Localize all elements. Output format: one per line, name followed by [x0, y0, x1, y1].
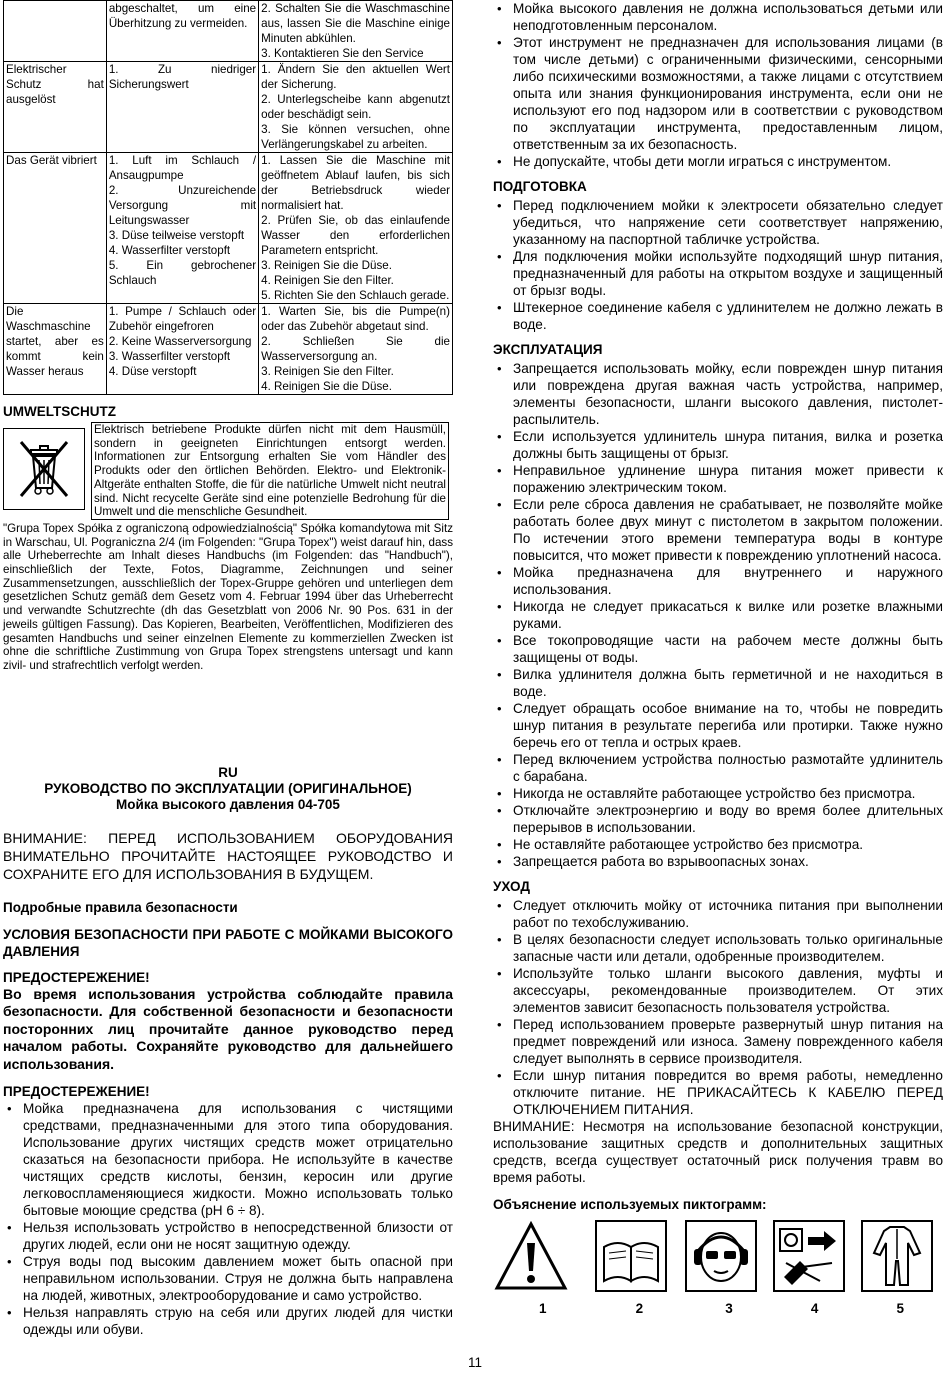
- pictogram-row: [493, 1217, 943, 1295]
- manual-title: РУКОВОДСТВО ПО ЭКСПЛУАТАЦИИ (ОРИГИНАЛЬНОЕ): [44, 780, 412, 796]
- list-item: • Никогда не следует прикасаться к вилке или розетке влажными руками.: [493, 598, 943, 632]
- read-manual-icon: [593, 1217, 669, 1295]
- list-item: • Мойка высокого давления не должна использоваться детьми или неподготовленным персоналом.: [493, 0, 943, 34]
- remedy-line: 3. Reinigen Sie den Filter.: [261, 365, 394, 378]
- list-item: • Этот инструмент не предназначен для использования лицами (в том числе детьми) с ограниченными физическими, сенсорными либо психическими возможностями, а также лицами с отсутствием опыта или знания функционирования инструмента, если они не используют его под надзором или в соответствии с руководством по эксплуатации инструмента, предоставленным лицом, ответственным за их безопасность.: [493, 34, 943, 153]
- remedy-line: 2. Schließen Sie die Wasserversorgung an.: [261, 335, 450, 363]
- remedy-line: 3. Reinigen Sie die Düse.: [261, 259, 392, 272]
- cause-line: 3. Wasserfilter verstopft: [108, 350, 231, 363]
- preparation-heading: ПОДГОТОВКА: [493, 179, 587, 194]
- list-item: • Перед подключением мойки к электросети обязательно следует убедиться, что напряжение сети соответствует напряжению, указанному на паспортной табличке устройства.: [493, 197, 943, 248]
- cause-line: 4. Düse verstopft: [108, 365, 197, 378]
- care-list: [493, 897, 943, 1118]
- umweltschutz-heading: UMWELTSCHUTZ: [3, 404, 116, 419]
- table-row: [4, 62, 453, 153]
- safety-rules-heading: Подробные правила безопасности: [3, 899, 238, 915]
- list-item: • Следует обращать особое внимание на то, чтобы не повредить шнур питания в результате перегиба или протирки. Также нужно беречь его от тепла и острых краев.: [493, 700, 943, 751]
- table-cell-cause: abgeschaltet, um eine Überhitzung zu vermeiden.: [106, 1, 258, 62]
- list-item: • Мойка предназначена для использования с чистящими средствами, предназначенными для этого типа оборудования. Использование других чистящих средств может отрицательно сказаться на безопасности прибора. Не используйте в качестве чистящих средств кислоты, бензин, керосин или другие легковоспламеняющиеся жидкости. Можно использовать только бытовые моющие средства (pH 6 ÷ 8).: [3, 1100, 453, 1219]
- list-item: • Нельзя использовать устройство в непосредственной близости от других людей, если они не носят защитную одежду.: [3, 1219, 453, 1253]
- warning-triangle-icon: [493, 1217, 569, 1295]
- table-row: [4, 153, 453, 304]
- remedy-line: 2. Unterlegscheibe kann abgenutzt oder beschädigt sein.: [261, 93, 450, 121]
- pictogram-number: 2: [635, 1301, 644, 1316]
- table-cell-remedy: [259, 62, 453, 153]
- list-item: • Неправильное удлинение шнура питания может привести к поражению электрическим током.: [493, 462, 943, 496]
- remedy-line: 4. Reinigen Sie die Düse.: [261, 380, 392, 393]
- cause-line: 1. Luft im Schlauch / Ansaugpumpe: [108, 154, 257, 182]
- list-item: • Не оставляйте работающее устройство без присмотра.: [493, 836, 943, 853]
- conditions-heading: УСЛОВИЯ БЕЗОПАСНОСТИ ПРИ РАБОТЕ С МОЙКАМИ ВЫСОКОГО ДАВЛЕНИЯ: [3, 926, 453, 959]
- remedy-line: 2. Prüfen Sie, ob das einlaufende Wasser den erforderlichen Parametern entspricht.: [261, 214, 450, 257]
- pictogram-number: 5: [896, 1301, 904, 1316]
- table-cell-remedy: [259, 1, 453, 62]
- cause-line: 2. Unzureichende Versorgung mit Leitungswasser: [108, 184, 257, 227]
- warning-heading: ПРЕДОСТЕРЕЖЕНИЕ!: [3, 1084, 150, 1100]
- cause-line: 4. Wasserfilter verstopft: [108, 244, 231, 257]
- list-item: • Если шнур питания повредится во время работы, немедленно отключите питание. НЕ ПРИКАСАЙТЕСЬ К КАБЕЛЮ ПЕРЕД ОТКЛЮЧЕНИЕМ ПИТАНИЯ.: [493, 1067, 943, 1118]
- warning-heading: ПРЕДОСТЕРЕЖЕНИЕ!: [3, 969, 150, 985]
- pictogram-numbers: [493, 1301, 943, 1316]
- left-column: [3, 0, 453, 1338]
- list-item: • Отключайте электроэнергию и воду во время более длительных перерывов в использовании.: [493, 802, 943, 836]
- pictograms-heading: Объяснение используемых пиктограмм:: [493, 1197, 767, 1212]
- list-item: • Все токопроводящие части на рабочем месте должны быть защищены от воды.: [493, 632, 943, 666]
- table-cell-remedy: [259, 153, 453, 304]
- list-item: • Перед использованием проверьте развернутый шнур питания на предмет повреждений или износа. Замену поврежденного кабеля следует выполнять в сервисе производителя.: [493, 1016, 943, 1067]
- list-item: • Если реле сброса давления не срабатывает, не позволяйте мойке работать более двух минут с пистолетом в закрытом положении. По истечении этого времени температура воды в контуре повысится, что может привести к повреждению уплотнений насоса.: [493, 496, 943, 564]
- list-item: • Мойка предназначена для внутреннего и наружного использования.: [493, 564, 943, 598]
- care-heading: УХОД: [493, 879, 530, 894]
- cause-line: 3. Düse teilweise verstopft: [108, 229, 245, 242]
- page-number: 11: [467, 1355, 482, 1370]
- list-item: • Струя воды под высоким давлением может быть опасной при неправильном использовании. Струя не должна быть направлена на людей, животных, электрооборудование и само устройство.: [3, 1253, 453, 1304]
- pictogram-number: 4: [810, 1301, 819, 1316]
- table-cell-cause: 1. Zu niedriger Sicherungswert: [106, 62, 258, 153]
- list-item: • Не допускайте, чтобы дети могли играться с инструментом.: [493, 153, 943, 170]
- table-cell-cause: [106, 153, 258, 304]
- environment-block: [3, 422, 453, 520]
- list-item: • Следует отключить мойку от источника питания при выполнении работ по техобслуживанию.: [493, 897, 943, 931]
- list-item: • Вилка удлинителя должна быть герметичной и не находиться в воде.: [493, 666, 943, 700]
- protective-clothing-icon: [859, 1217, 935, 1295]
- table-cell-problem: Das Gerät vibriert: [4, 153, 107, 304]
- unplug-before-service-icon: [771, 1217, 847, 1295]
- cause-line: 5. Ein gebrochener Schlauch: [108, 259, 257, 287]
- remedy-line: 1. Lassen Sie die Maschine mit geöffnetem Ablauf laufen, bis sich der Betriebsdruck wieder normalisiert hat.: [261, 154, 450, 212]
- list-item: • Используйте только шланги высокого давления, муфты и аксессуары, рекомендованные производителем. От этих элементов зависит безопасность пользователя устройства.: [493, 965, 943, 1016]
- preparation-list: [493, 197, 943, 333]
- remedy-line: 5. Richten Sie den Schlauch gerade.: [261, 289, 450, 302]
- ru-title-block: [3, 765, 453, 813]
- environment-text: Elektrisch betriebene Produkte dürfen nicht mit dem Hausmüll, sondern in geeigneten Einrichtungen entsorgt werden. Informationen zur Entsorgung erhalten Sie vom Händler des Produkts oder den örtlichen Behörden. Elektro- und Elektronik-Altgeräte enthalten Stoffe, die für die natürliche Umwelt nicht neutral sind. Nicht recycelte Geräte sind eine potenzielle Bedrohung für die Umwelt und die menschliche Gesundheit.: [91, 422, 449, 520]
- list-item: • Запрещается работа во взрывоопасных зонах.: [493, 853, 943, 870]
- table-row: [4, 1, 453, 62]
- right-column: [493, 0, 943, 1316]
- remedy-line: 4. Reinigen Sie den Filter.: [261, 274, 394, 287]
- language-code: RU: [218, 764, 238, 780]
- cause-line: 1. Pumpe / Schlauch oder Zubehör eingefroren: [108, 305, 257, 333]
- remedy-line: 3. Sie können versuchen, ohne Verlängerungskabel zu arbeiten.: [261, 123, 450, 151]
- list-item: • Штекерное соединение кабеля с удлинителем не должно лежать в воде.: [493, 299, 943, 333]
- remedy-line: 3. Kontaktieren Sie den Service: [261, 47, 424, 60]
- remedy-line: 2. Schalten Sie die Waschmaschine aus, lassen Sie die Maschine einige Minuten abkühlen.: [261, 2, 450, 45]
- attention-notice: ВНИМАНИЕ: ПЕРЕД ИСПОЛЬЗОВАНИЕМ ОБОРУДОВАНИЯ ВНИМАТЕЛЬНО ПРОЧИТАЙТЕ НАСТОЯЩЕЕ РУКОВОДСТВО И СОХРАНИТЕ ЕГО ДЛЯ ИСПОЛЬЗОВАНИЯ В БУДУЩЕМ.: [3, 829, 453, 882]
- table-cell-problem: Die Waschmaschine startet, aber es kommt kein Wasser heraus: [4, 304, 107, 395]
- warning-text: Во время использования устройства соблюдайте правила безопасности. Для собственной безопасности и безопасности посторонних лиц прочитайте данное руководство перед началом работы. Сохраняйте руководство для дальнейшего использования.: [3, 985, 453, 1072]
- users-list: [493, 0, 943, 170]
- troubleshooting-table: [3, 0, 453, 395]
- list-item: • Нельзя направлять струю на себя или других людей для чистки одежды или обуви.: [3, 1304, 453, 1338]
- pictogram-number: 1: [539, 1301, 547, 1316]
- copyright-notice: "Grupa Topex Spółka z ograniczoną odpowiedzialnością" Spółka komandytowa mit Sitz in Warschau, Ul. Pograniczna 2/4 (im Folgenden: "Grupa Topex") weist darauf hin, dass alle Urheberrechte am Inhalt dieses Handbuchs (im Folgenden: das "Handbuch"), einschließlich der Texte, Fotos, Diagramme, Zeichnungen und seiner Zusammensetzungen, ausschließlich der Topex-Gruppe gehören und unterliegen dem gesetzlichen Schutz gemäß dem Gesetz vom 4. Februar 1994 über das Urheberrecht und verwandte Schutzrechte (dh das Gesetzblatt von 2006 Nr. 90 Pos. 631 in der jeweils gültigen Fassung). Das Kopieren, Bearbeiten, Veröffentlichen, Modifizieren des gesamten Handbuchs und seiner einzelnen Elemente zu kommerziellen Zwecken ist ohne die schriftliche Zustimmung von Grupa Topex strengstens untersagt und kann zivil- und strafrechtlich verfolgt werden.: [3, 521, 453, 672]
- table-cell-cause: [106, 304, 258, 395]
- table-cell-remedy: [259, 304, 453, 395]
- operation-heading: ЭКСПЛУАТАЦИЯ: [493, 342, 603, 357]
- list-item: • Запрещается использовать мойку, если поврежден шнур питания или повреждена другая важная часть устройства, например, элементы безопасности, шланги высокого давления, пистолет-распылитель.: [493, 360, 943, 428]
- list-item: • Перед включением устройства полностью размотайте удлинитель с барабана.: [493, 751, 943, 785]
- pictogram-number: 3: [725, 1301, 733, 1316]
- remedy-line: 1. Warten Sie, bis die Pumpe(n) oder das Zubehör abgetaut sind.: [261, 305, 450, 333]
- table-cell-problem: Elektrischer Schutz hat ausgelöst: [4, 62, 107, 153]
- residual-risk-note: ВНИМАНИЕ: Несмотря на использование безопасной конструкции, использование защитных средств и дополнительных защитных средств, всегда существует остаточный риск получения травм во время работы.: [493, 1119, 943, 1185]
- remedy-line: 1. Ändern Sie den aktuellen Wert der Sicherung.: [261, 63, 450, 91]
- cause-line: 2. Keine Wasserversorgung: [108, 335, 252, 348]
- weee-bin-icon: [3, 428, 85, 510]
- warning-list: [3, 1100, 453, 1338]
- list-item: • Если используется удлинитель шнура питания, вилка и розетка должны быть защищены от брызг.: [493, 428, 943, 462]
- list-item: • В целях безопасности следует использовать только оригинальные запасные части или детали, одобренные производителем.: [493, 931, 943, 965]
- table-cell-problem: [4, 1, 107, 62]
- list-item: • Для подключения мойки используйте подходящий шнур питания, предназначенный для работы на открытом воздухе и защищенный от брызг воды.: [493, 248, 943, 299]
- list-item: • Никогда не оставляйте работающее устройство без присмотра.: [493, 785, 943, 802]
- operation-list: [493, 360, 943, 870]
- table-row: [4, 304, 453, 395]
- product-title: Мойка высокого давления 04-705: [116, 796, 340, 812]
- eye-ear-protection-icon: [683, 1217, 759, 1295]
